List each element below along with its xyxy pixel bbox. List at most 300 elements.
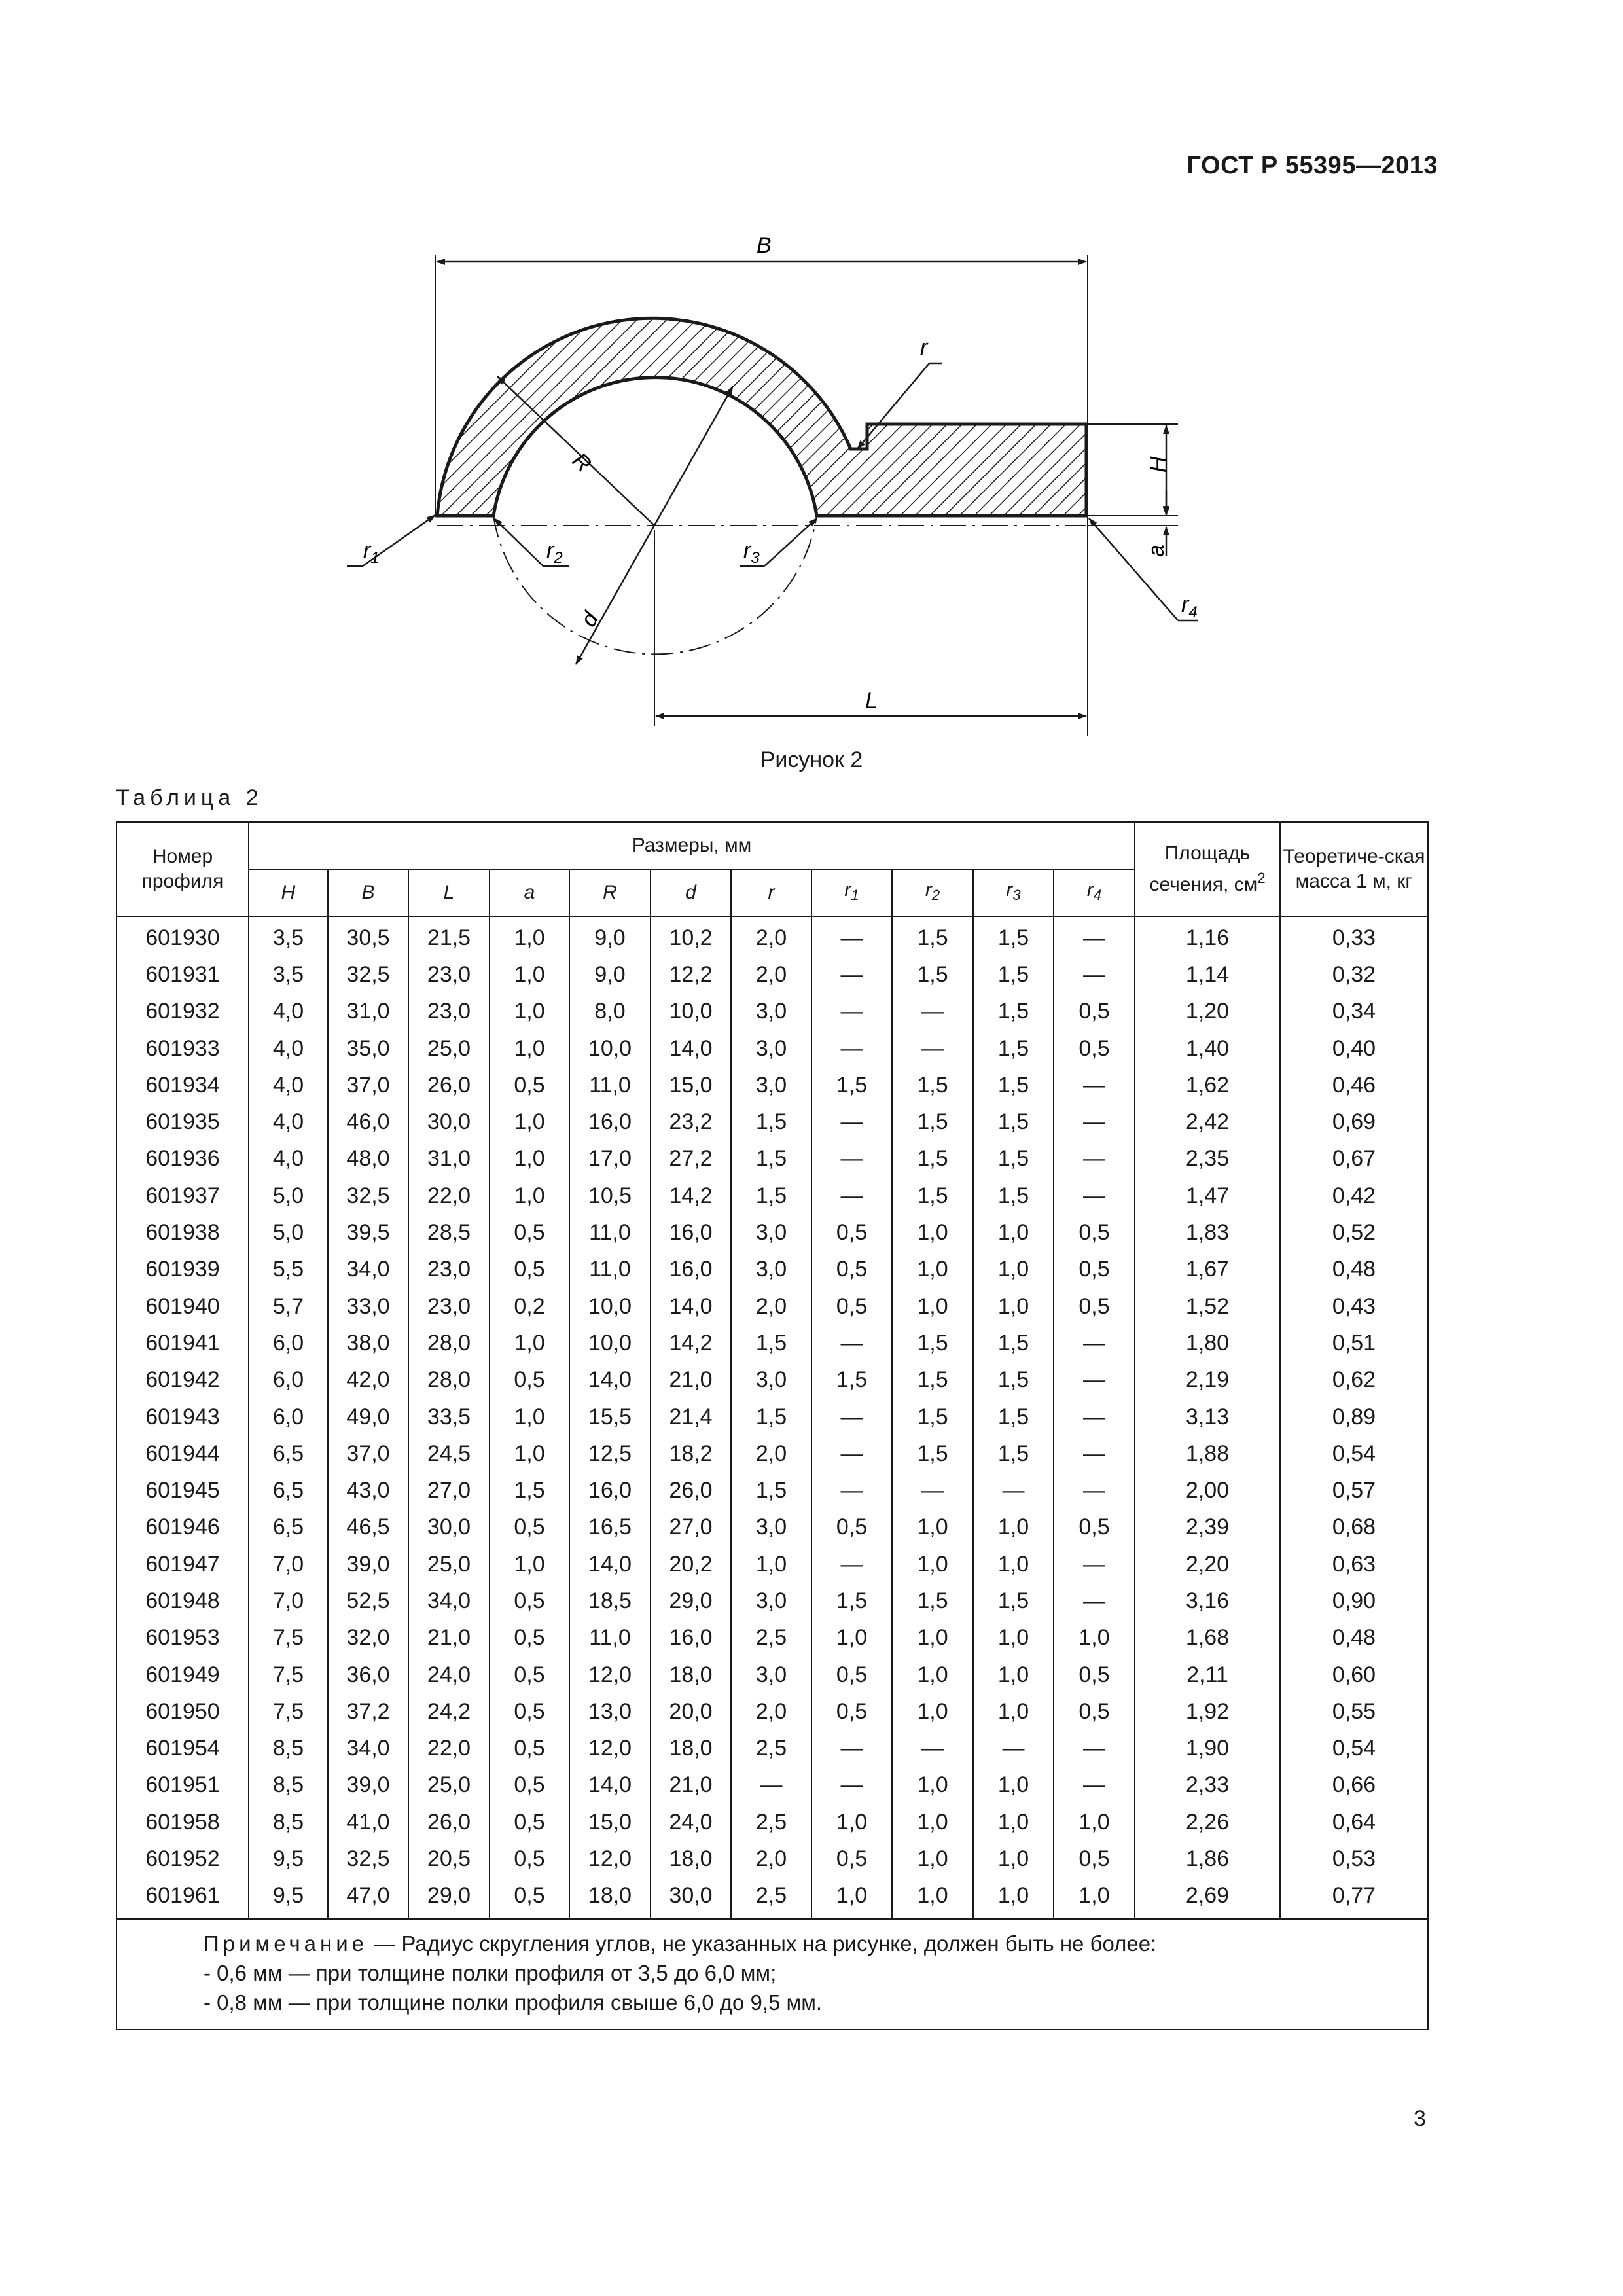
table-cell: 0,5	[490, 1583, 569, 1619]
table-cell: 11,0	[569, 1067, 651, 1103]
table-cell: 13,0	[569, 1693, 651, 1730]
table-cell: 0,5	[490, 1067, 569, 1103]
table-cell: 14,2	[651, 1177, 731, 1214]
table-cell: 2,0	[731, 1840, 812, 1877]
table-cell: —	[812, 916, 892, 956]
table-cell: 1,0	[973, 1546, 1054, 1583]
table-cell: 2,39	[1135, 1509, 1280, 1546]
table-cell: 1,14	[1135, 956, 1280, 993]
table-cell: 14,2	[651, 1325, 731, 1361]
table-cell: 12,0	[569, 1731, 651, 1767]
label-r: r	[920, 335, 928, 360]
table-cell: 0,57	[1280, 1472, 1428, 1509]
table-cell: 1,0	[973, 1840, 1054, 1877]
table-row	[116, 1103, 1428, 1140]
header-profile-no: Номер профиля	[116, 822, 249, 916]
table-cell: 3,0	[731, 1067, 812, 1103]
table-cell: 11,0	[569, 1251, 651, 1288]
table-cell: 14,0	[651, 1288, 731, 1325]
table-cell: 7,5	[249, 1620, 328, 1657]
table-cell: 7,0	[249, 1583, 328, 1619]
table-cell: 24,0	[651, 1804, 731, 1840]
table-cell: 0,69	[1280, 1103, 1428, 1140]
table-cell: 0,5	[490, 1362, 569, 1399]
table-cell: 1,5	[812, 1362, 892, 1399]
table-cell: 0,64	[1280, 1804, 1428, 1840]
header-col: L	[408, 869, 490, 916]
table-cell: 1,5	[892, 1583, 973, 1619]
table-cell: 1,0	[1054, 1878, 1135, 1919]
table-cell: 3,16	[1135, 1583, 1280, 1619]
table-cell: 2,20	[1135, 1546, 1280, 1583]
table-cell: 8,5	[249, 1767, 328, 1804]
label-r4: $r_4$	[1181, 592, 1198, 621]
header-col: d	[651, 869, 731, 916]
table-cell: 11,0	[569, 1620, 651, 1657]
table-row	[116, 1509, 1428, 1546]
table-cell: 1,0	[892, 1804, 973, 1840]
table-cell: 0,5	[490, 1840, 569, 1877]
label-H: H	[1146, 456, 1171, 473]
table-cell: 9,5	[249, 1840, 328, 1877]
note-text: — Радиус скругления углов, не указанных на рисунке, должен быть не более:	[368, 1931, 1157, 1956]
table-row	[116, 1399, 1428, 1435]
table-cell: 1,5	[892, 1141, 973, 1177]
table-row	[116, 1878, 1428, 1919]
table-cell: 49,0	[328, 1399, 408, 1435]
table-cell: 1,5	[892, 1362, 973, 1399]
table-cell: 4,0	[249, 1141, 328, 1177]
table-cell: 5,5	[249, 1251, 328, 1288]
table-cell: 23,0	[408, 1251, 490, 1288]
table-cell: 0,48	[1280, 1620, 1428, 1657]
table-cell: 7,5	[249, 1693, 328, 1730]
table-cell: 1,5	[731, 1177, 812, 1214]
table-cell: 1,47	[1135, 1177, 1280, 1214]
table-cell: 3,0	[731, 1214, 812, 1251]
table-cell: 34,0	[328, 1731, 408, 1767]
table-cell: 0,5	[1054, 1251, 1135, 1288]
table-cell: 14,0	[651, 1030, 731, 1067]
table-cell: 0,67	[1280, 1141, 1428, 1177]
profile-number-cell: 601942	[116, 1362, 249, 1399]
table-cell: 5,7	[249, 1288, 328, 1325]
table-cell: 15,5	[569, 1399, 651, 1435]
profile-number-cell: 601945	[116, 1472, 249, 1509]
table-cell: 26,0	[651, 1472, 731, 1509]
note-label: Примечание	[204, 1931, 368, 1956]
header-area: Площадь сечения, $см^2$	[1135, 822, 1280, 916]
profile-number-cell: 601944	[116, 1435, 249, 1472]
table-cell: —	[1054, 1583, 1135, 1619]
table-cell: 0,5	[1054, 1214, 1135, 1251]
table-cell: 0,5	[812, 1840, 892, 1877]
table-cell: 48,0	[328, 1141, 408, 1177]
table-cell: 0,5	[812, 1509, 892, 1546]
table-cell: 1,0	[812, 1620, 892, 1657]
table-cell: 1,5	[731, 1325, 812, 1361]
table-cell: 16,0	[569, 1103, 651, 1140]
table-cell: 23,0	[408, 956, 490, 993]
table-cell: 10,0	[569, 1030, 651, 1067]
table-cell: 1,0	[812, 1878, 892, 1919]
table-cell: —	[1054, 1546, 1135, 1583]
table-cell: 21,0	[651, 1767, 731, 1804]
table-cell: 0,5	[1054, 1657, 1135, 1693]
table-cell: 32,5	[328, 1177, 408, 1214]
profile-number-cell: 601943	[116, 1399, 249, 1435]
table-cell: —	[1054, 1731, 1135, 1767]
table-cell: 0,5	[490, 1657, 569, 1693]
table-cell: 2,5	[731, 1620, 812, 1657]
table-cell: 0,54	[1280, 1731, 1428, 1767]
table-cell: 39,0	[328, 1767, 408, 1804]
profile-number-cell: 601930	[116, 916, 249, 956]
table-row	[116, 1435, 1428, 1472]
header-col: a	[490, 869, 569, 916]
profile-number-cell: 601947	[116, 1546, 249, 1583]
table-cell: 1,0	[892, 1214, 973, 1251]
table-row	[116, 1325, 1428, 1361]
table-cell: 16,0	[569, 1472, 651, 1509]
table-cell: —	[812, 1472, 892, 1509]
table-cell: 6,5	[249, 1509, 328, 1546]
table-cell: 12,0	[569, 1657, 651, 1693]
table-cell: 1,5	[973, 1399, 1054, 1435]
table-cell: 0,33	[1280, 916, 1428, 956]
table-cell: 1,5	[892, 1103, 973, 1140]
table-cell: 18,0	[651, 1657, 731, 1693]
table-cell: 6,5	[249, 1472, 328, 1509]
table-cell: 0,77	[1280, 1878, 1428, 1919]
label-a: a	[1144, 545, 1169, 557]
table-cell: 1,86	[1135, 1840, 1280, 1877]
header-col: $r_2$	[892, 869, 973, 916]
table-cell: 0,52	[1280, 1214, 1428, 1251]
table-cell: 26,0	[408, 1067, 490, 1103]
table-cell: 27,0	[408, 1472, 490, 1509]
table-cell: 2,5	[731, 1731, 812, 1767]
table-cell: 0,40	[1280, 1030, 1428, 1067]
header-col: $r_1$	[812, 869, 892, 916]
table-cell: 37,2	[328, 1693, 408, 1730]
profile-number-cell: 601935	[116, 1103, 249, 1140]
table-cell: 2,19	[1135, 1362, 1280, 1399]
table-cell: 1,0	[892, 1767, 973, 1804]
table-row	[116, 1030, 1428, 1067]
table-cell: 4,0	[249, 1103, 328, 1140]
table-cell: —	[1054, 916, 1135, 956]
profile-number-cell: 601939	[116, 1251, 249, 1288]
table-cell: 0,53	[1280, 1840, 1428, 1877]
table-cell: 1,5	[973, 1177, 1054, 1214]
table-row	[116, 1214, 1428, 1251]
table-cell: 34,0	[328, 1251, 408, 1288]
table-cell: 30,0	[408, 1509, 490, 1546]
table-cell: 1,0	[973, 1214, 1054, 1251]
table-cell: —	[1054, 1767, 1135, 1804]
table-cell: 2,5	[731, 1804, 812, 1840]
table-cell: 1,0	[892, 1657, 973, 1693]
table-cell: 1,0	[892, 1288, 973, 1325]
table-cell: 23,2	[651, 1103, 731, 1140]
table-cell: 1,5	[892, 1325, 973, 1361]
table-cell: 20,2	[651, 1546, 731, 1583]
table-cell: —	[1054, 956, 1135, 993]
table-cell: 20,0	[651, 1693, 731, 1730]
table-cell: 0,5	[1054, 1693, 1135, 1730]
table-cell: 24,2	[408, 1693, 490, 1730]
table-cell: 1,0	[490, 1030, 569, 1067]
table-cell: 5,0	[249, 1214, 328, 1251]
table-cell: —	[812, 1399, 892, 1435]
table-cell: 1,0	[490, 1103, 569, 1140]
table-cell: 4,0	[249, 994, 328, 1030]
table-cell: 25,0	[408, 1030, 490, 1067]
table-cell: 9,5	[249, 1878, 328, 1919]
table-cell: 1,0	[892, 1509, 973, 1546]
profile-number-cell: 601941	[116, 1325, 249, 1361]
profile-number-cell: 601954	[116, 1731, 249, 1767]
table-row	[116, 1583, 1428, 1619]
table-cell: 2,0	[731, 956, 812, 993]
table-cell: 32,5	[328, 956, 408, 993]
table-row	[116, 1657, 1428, 1693]
table-cell: 1,0	[1054, 1620, 1135, 1657]
table-cell: 15,0	[651, 1067, 731, 1103]
table-cell: 1,5	[731, 1103, 812, 1140]
label-B: B	[757, 233, 772, 258]
table-cell: 2,69	[1135, 1878, 1280, 1919]
table-cell: 22,0	[408, 1731, 490, 1767]
profile-number-cell: 601936	[116, 1141, 249, 1177]
table-cell: —	[1054, 1141, 1135, 1177]
table-cell: 21,0	[408, 1620, 490, 1657]
label-L: L	[865, 689, 878, 713]
table-cell: 1,0	[973, 1767, 1054, 1804]
table-cell: 0,43	[1280, 1288, 1428, 1325]
table-cell: 0,5	[812, 1693, 892, 1730]
table-cell: 1,0	[490, 1177, 569, 1214]
table-cell: 0,5	[812, 1251, 892, 1288]
table-cell: —	[1054, 1435, 1135, 1472]
table-cell: 0,32	[1280, 956, 1428, 993]
table-cell: 21,5	[408, 916, 490, 956]
table-cell: —	[812, 1030, 892, 1067]
profile-number-cell: 601932	[116, 994, 249, 1030]
table-cell: —	[1054, 1325, 1135, 1361]
table-cell: 3,0	[731, 1583, 812, 1619]
table-cell: —	[892, 994, 973, 1030]
header-sizes: Размеры, мм	[249, 822, 1135, 869]
table-cell: 0,90	[1280, 1583, 1428, 1619]
table-cell: 17,0	[569, 1141, 651, 1177]
table-cell: 16,0	[651, 1214, 731, 1251]
label-r1: $r_1$	[363, 538, 380, 567]
label-R: R	[567, 448, 596, 477]
table-cell: 1,80	[1135, 1325, 1280, 1361]
table-cell: 1,0	[490, 1325, 569, 1361]
table-cell: 0,5	[490, 1878, 569, 1919]
table-cell: 2,42	[1135, 1103, 1280, 1140]
table-cell: 0,5	[490, 1214, 569, 1251]
table-cell: 0,5	[1054, 994, 1135, 1030]
table-row	[116, 1546, 1428, 1583]
table-cell: —	[973, 1731, 1054, 1767]
table-cell: 47,0	[328, 1878, 408, 1919]
table-row	[116, 1767, 1428, 1804]
table-row	[116, 1804, 1428, 1840]
table-cell: 12,2	[651, 956, 731, 993]
profile-section	[437, 318, 1086, 516]
table-cell: 0,5	[1054, 1840, 1135, 1877]
table-cell: —	[731, 1767, 812, 1804]
profile-number-cell: 601951	[116, 1767, 249, 1804]
table-cell: 6,0	[249, 1399, 328, 1435]
table-cell: 1,0	[892, 1840, 973, 1877]
leader-r4	[1089, 518, 1178, 620]
table-cell: 0,5	[812, 1288, 892, 1325]
table-cell: 42,0	[328, 1362, 408, 1399]
table-cell: 1,0	[490, 1141, 569, 1177]
table-cell: —	[812, 1731, 892, 1767]
profile-number-cell: 601953	[116, 1620, 249, 1657]
table-cell: —	[812, 956, 892, 993]
table-cell: 16,5	[569, 1509, 651, 1546]
table-cell: —	[1054, 1362, 1135, 1399]
table-cell: 1,0	[973, 1804, 1054, 1840]
table-cell: 12,5	[569, 1435, 651, 1472]
table-cell: 2,0	[731, 1435, 812, 1472]
table-cell: 1,5	[892, 1067, 973, 1103]
table-cell: 28,5	[408, 1214, 490, 1251]
table-cell: 31,0	[408, 1141, 490, 1177]
table-cell: 1,0	[731, 1546, 812, 1583]
table-cell: 1,5	[892, 1435, 973, 1472]
table-caption: Таблица 2	[116, 785, 263, 810]
table-cell: 8,5	[249, 1731, 328, 1767]
table-cell: 1,0	[973, 1878, 1054, 1919]
table-cell: 3,0	[731, 1657, 812, 1693]
table-cell: 41,0	[328, 1804, 408, 1840]
table-cell: 2,35	[1135, 1141, 1280, 1177]
table-cell: 0,89	[1280, 1399, 1428, 1435]
table-row	[116, 1251, 1428, 1288]
table-cell: 0,46	[1280, 1067, 1428, 1103]
table-cell: 1,83	[1135, 1214, 1280, 1251]
table-cell: 1,5	[892, 956, 973, 993]
table-cell: 28,0	[408, 1362, 490, 1399]
profile-number-cell: 601958	[116, 1804, 249, 1840]
table-cell: 15,0	[569, 1804, 651, 1840]
table-cell: 1,5	[973, 1030, 1054, 1067]
table-row	[116, 1177, 1428, 1214]
table-cell: 1,20	[1135, 994, 1280, 1030]
table-cell: 2,5	[731, 1878, 812, 1919]
table-cell: 3,5	[249, 956, 328, 993]
table-cell: 1,92	[1135, 1693, 1280, 1730]
table-cell: 0,63	[1280, 1546, 1428, 1583]
profile-number-cell: 601933	[116, 1030, 249, 1067]
table-cell: 27,0	[651, 1509, 731, 1546]
header-mass: Теоретиче-ская масса 1 м, кг	[1280, 822, 1428, 916]
table-cell: 8,0	[569, 994, 651, 1030]
table-cell: —	[812, 1435, 892, 1472]
table-cell: —	[812, 1103, 892, 1140]
table-cell: 1,5	[973, 1067, 1054, 1103]
table-cell: 1,0	[973, 1620, 1054, 1657]
standard-header: ГОСТ Р 55395—2013	[1186, 152, 1438, 179]
table-cell: 24,0	[408, 1657, 490, 1693]
table-cell: 1,0	[973, 1657, 1054, 1693]
table-cell: —	[812, 1767, 892, 1804]
table-cell: 0,55	[1280, 1693, 1428, 1730]
note-line-1: - 0,6 мм — при толщине полки профиля от 3,5 до 6,0 мм;	[204, 1961, 777, 1986]
figure-caption: Рисунок 2	[760, 747, 863, 772]
table-cell: 1,5	[812, 1067, 892, 1103]
table-cell: 2,00	[1135, 1472, 1280, 1509]
table-cell: 1,5	[731, 1141, 812, 1177]
table-cell: 28,0	[408, 1325, 490, 1361]
table-cell: 46,5	[328, 1509, 408, 1546]
table-cell: 0,62	[1280, 1362, 1428, 1399]
profile-number-cell: 601948	[116, 1583, 249, 1619]
profile-number-cell: 601938	[116, 1214, 249, 1251]
table-cell: 0,5	[1054, 1509, 1135, 1546]
profile-number-cell: 601952	[116, 1840, 249, 1877]
table-cell: 0,5	[812, 1657, 892, 1693]
table-cell: 0,2	[490, 1288, 569, 1325]
table-cell: 18,0	[569, 1878, 651, 1919]
table-cell: 0,5	[812, 1214, 892, 1251]
table-cell: 2,0	[731, 1693, 812, 1730]
table-cell: 10,0	[569, 1325, 651, 1361]
table-cell: 39,0	[328, 1546, 408, 1583]
table-cell: 36,0	[328, 1657, 408, 1693]
table-cell: 0,54	[1280, 1435, 1428, 1472]
table-cell: 1,5	[973, 956, 1054, 993]
table-cell: 1,90	[1135, 1731, 1280, 1767]
table-cell: 38,0	[328, 1325, 408, 1361]
table-cell: 1,67	[1135, 1251, 1280, 1288]
table-cell: —	[1054, 1177, 1135, 1214]
profile-drawing	[327, 229, 1276, 740]
table-cell: 1,0	[892, 1693, 973, 1730]
table-cell: 1,5	[973, 1103, 1054, 1140]
label-d: d	[576, 607, 604, 632]
table-cell: 3,0	[731, 1362, 812, 1399]
table-cell: —	[1054, 1067, 1135, 1103]
table-cell: 24,5	[408, 1435, 490, 1472]
table-cell: 14,0	[569, 1546, 651, 1583]
table-cell: 23,0	[408, 994, 490, 1030]
table-note	[116, 1919, 1428, 2030]
table-cell: 1,0	[973, 1288, 1054, 1325]
table-cell: 32,5	[328, 1840, 408, 1877]
profile-number-cell: 601940	[116, 1288, 249, 1325]
table-cell: 18,0	[651, 1840, 731, 1877]
table-cell: 52,5	[328, 1583, 408, 1619]
table-cell: 14,0	[569, 1767, 651, 1804]
table-cell: 0,5	[1054, 1030, 1135, 1067]
table-cell: 1,52	[1135, 1288, 1280, 1325]
table-cell: 1,0	[490, 994, 569, 1030]
table-cell: 6,5	[249, 1435, 328, 1472]
profile-number-cell: 601950	[116, 1693, 249, 1730]
table-cell: 1,0	[490, 956, 569, 993]
table-row	[116, 1141, 1428, 1177]
table-cell: 1,5	[892, 1399, 973, 1435]
